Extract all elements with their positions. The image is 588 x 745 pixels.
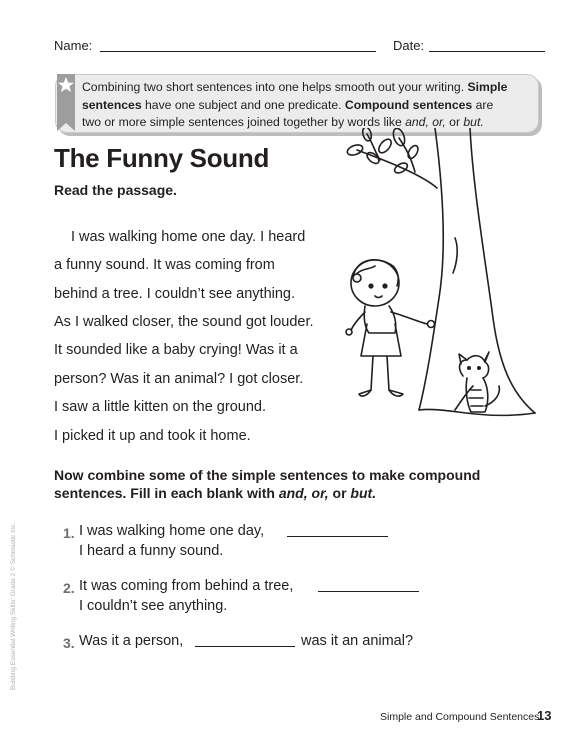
date-label: Date: [393,38,425,53]
footer-text: Simple and Compound Sentences [380,711,540,723]
instructions: Now combine some of the simple sentences to make compound sentences. Fill in each blank with and, or, or but. [54,467,481,501]
passage-line: It sounded like a baby crying! Was it a [54,342,298,358]
page-title: The Funny Sound [54,143,270,173]
question-number: 1. [63,525,75,541]
tip-text: Combining two short sentences into one helps smooth out your writing. Simple sentences have one subject and one predicate. Compound sentences are two or more simple sentences joined together by words like and, or, or but. [82,80,508,129]
passage-line: behind a tree. I couldn’t see anything. [54,286,296,302]
tree-girl-kitten-illustration [335,128,565,428]
subtitle: Read the passage. [54,182,177,198]
copyright-credit: Building Essential Writing Skills: Grade 2 © Scholastic Inc. [10,522,17,690]
question-text: It was coming from behind a tree, [79,578,294,594]
star-icon [56,74,76,132]
passage-line: As I walked closer, the sound got louder. [54,314,314,330]
question-text: I was walking home one day, [79,523,265,539]
passage-line: I saw a little kitten on the ground. [54,399,266,415]
question-text: was it an animal? [301,633,414,649]
passage-line: a funny sound. It was coming from [54,257,275,273]
date-line[interactable] [429,51,545,52]
question-text: Was it a person, [79,633,184,649]
name-line[interactable] [100,51,376,52]
question-number: 2. [63,580,75,596]
page-number: 13 [537,708,552,723]
name-label: Name: [54,38,93,53]
answer-blank-2[interactable] [318,591,419,592]
answer-blank-1[interactable] [287,536,388,537]
passage-line: person? Was it an animal? I got closer. [54,371,304,387]
question-text: I couldn’t see anything. [79,598,228,614]
question-text: I heard a funny sound. [79,543,224,559]
answer-blank-3[interactable] [195,646,295,647]
passage-line: I was walking home one day. I heard [71,229,306,245]
question-number: 3. [63,635,75,651]
passage-line: I picked it up and took it home. [54,428,251,444]
